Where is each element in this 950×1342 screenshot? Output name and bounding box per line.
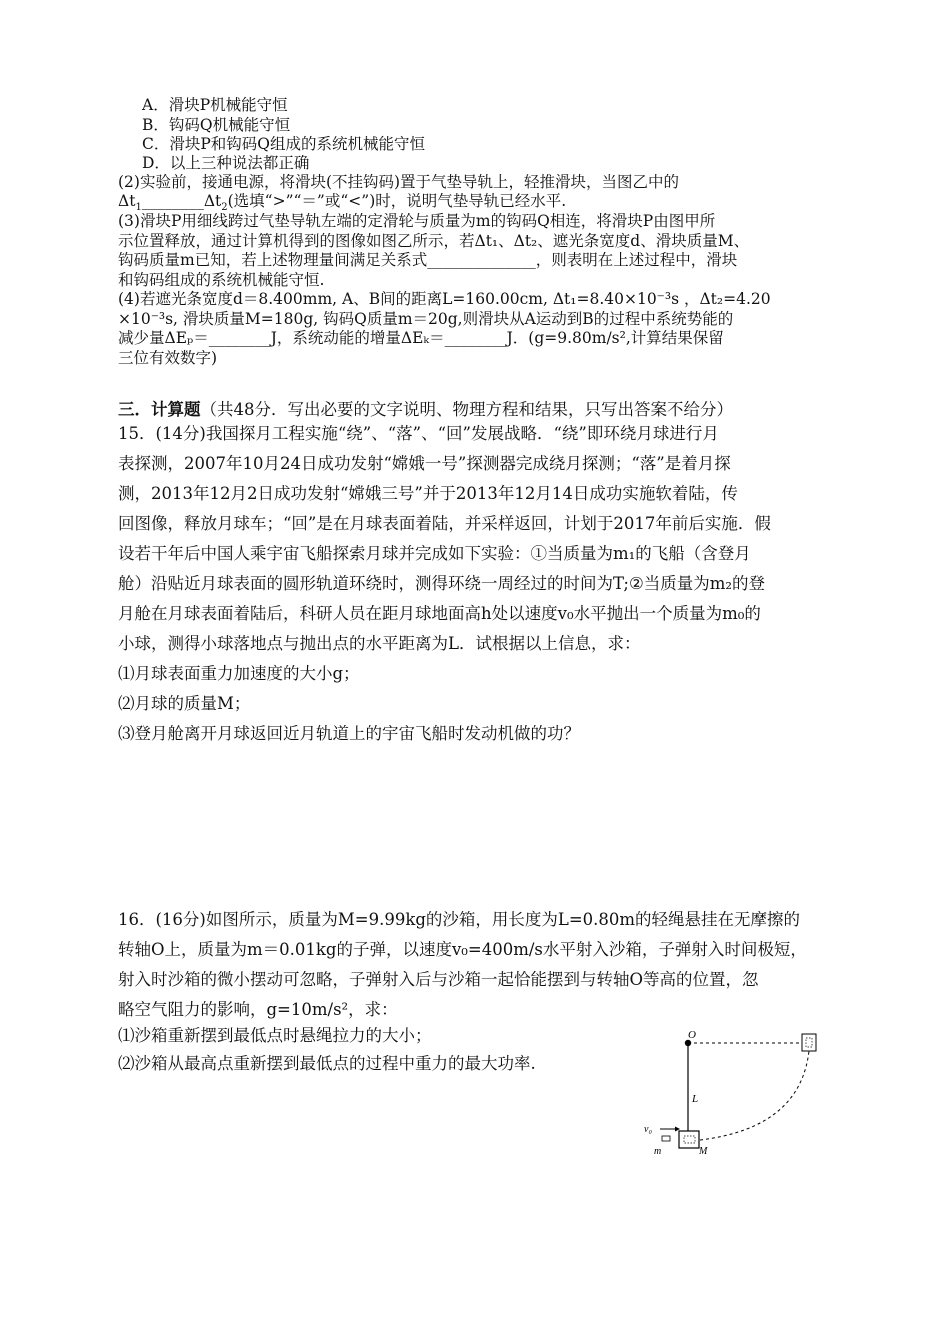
- q14-part4-line4: 三位有效数字): [118, 349, 218, 367]
- q15-line2: 表探测，2007年10月24日成功发射“嫦娥一号”探测器完成绕月探测；“落”是着月探: [118, 454, 731, 473]
- q14-part3-line2: 示位置释放，通过计算机得到的图像如图乙所示，若Δt₁、Δt₂、遮光条宽度d、滑块质量M、: [118, 232, 750, 250]
- section3-heading: [118, 396, 733, 420]
- q16-line2: 转轴O上，质量为m＝0.01kg的子弹，以速度v₀=400m/s水平射入沙箱，子弹射入时间极短，: [118, 940, 807, 959]
- q14-option-a: A．滑块P机械能守恒: [142, 96, 288, 114]
- label-m: m: [654, 1146, 662, 1157]
- q16-line4: 略空气阻力的影响，g=10m/s²，求：: [118, 1000, 398, 1019]
- q15-line7: 月舱在月球表面着陆后，科研人员在距月球地面高h处以速度v₀水平抛出一个质量为m₀的: [118, 604, 761, 623]
- raised-sandbox: [802, 1034, 816, 1051]
- delta-t1-label: Δt: [118, 192, 136, 210]
- label-o: O: [688, 1029, 696, 1041]
- swing-arc: [700, 1051, 809, 1140]
- q16-line1: 16．(16分)如图所示，质量为M=9.99kg的沙箱，用长度为L=0.80m的轻绳悬挂在无摩擦的: [118, 910, 801, 929]
- bullet: [662, 1136, 670, 1141]
- delta-t2-label: Δt: [203, 192, 222, 210]
- q14-part3-line1: (3)滑块P用细线跨过气垫导轨左端的定滑轮与质量为m的钩码Q相连，将滑块P由图甲所: [118, 212, 716, 230]
- q14-part4-line3: 减少量ΔEₚ＝________J，系统动能的增量ΔEₖ＝________J．(g=9.80m/s²,计算结果保留: [118, 329, 724, 347]
- q14-part2-line1: (2)实验前，接通电源，将滑块(不挂钩码)置于气垫导轨上，轻推滑块，当图乙中的: [118, 173, 680, 191]
- q14-option-d: D．以上三种说法都正确: [142, 154, 310, 172]
- pendulum-figure: [640, 1028, 840, 1163]
- q14-part3-line4: 和钩码组成的系统机械能守恒.: [118, 271, 325, 289]
- q14-part4-line1: (4)若遮光条宽度d＝8.400mm, A、B间的距离L=160.00cm, Δt₁=8.40×10⁻³s ，Δt₂=4.20: [118, 290, 771, 308]
- q15-line1: 15．(14分)我国探月工程实施“绕”、“落”、“回”发展战略．“绕”即环绕月球进行月: [118, 424, 719, 443]
- q15-line4: 回图像，释放月球车；“回”是在月球表面着陆，并采样返回，计划于2017年前后实施．假: [118, 514, 771, 533]
- q14-option-c: C．滑块P和钩码Q组成的系统机械能守恒: [142, 135, 425, 153]
- q15-line5: 设若干年后中国人乘宇宙飞船探索月球并完成如下实验：①当质量为m₁的飞船（含登月: [118, 544, 751, 563]
- q14-part2-line2: $\Delta t_1\_\_\_\_\_\_\_\_\Delta t_2$(选填“>”“＝”或“<”)时，说明气垫导轨已经水平.: [118, 192, 567, 214]
- label-v0: v₀: [644, 1124, 652, 1135]
- section3-title: 三．计算题: [118, 400, 201, 419]
- q14-part3-line3: 钩码质量m已知，若上述物理量间满足关系式______________，则表明在上述过程中，滑块: [118, 251, 738, 269]
- q15-sub2: ⑵月球的质量M；: [118, 694, 251, 713]
- q14-part4-line2: ×10⁻³s, 滑块质量M=180g, 钩码Q质量m＝20g,则滑块从A运动到B的过程中系统势能的: [118, 310, 734, 328]
- label-l: L: [692, 1093, 699, 1105]
- q15-line6: 舱）沿贴近月球表面的圆形轨道环绕时，测得环绕一周经过的时间为T;②当质量为m₂的登: [118, 574, 766, 593]
- q14-part2-instruction: (选填“>”“＝”或“<”)时，说明气垫导轨已经水平.: [227, 192, 567, 210]
- answer-blank[interactable]: ________: [141, 192, 204, 210]
- q15-line8: 小球，测得小球落地点与抛出点的水平距离为L．试根据以上信息，求：: [118, 634, 641, 653]
- sandbox: [679, 1131, 699, 1148]
- q16-sub1: ⑴沙箱重新摆到最低点时悬绳拉力的大小；: [118, 1026, 432, 1045]
- label-big-m: M: [699, 1146, 708, 1157]
- q16-line3: 射入时沙箱的微小摆动可忽略，子弹射入后与沙箱一起恰能摆到与转轴O等高的位置，忽: [118, 970, 759, 989]
- section3-note: （共48分．写出必要的文字说明、物理方程和结果，只写出答案不给分）: [200, 400, 733, 419]
- q15-sub1: ⑴月球表面重力加速度的大小g；: [118, 664, 360, 683]
- q15-line3: 测，2013年12月2日成功发射“嫦娥三号”并于2013年12月14日成功实施软着陆，传: [118, 484, 738, 503]
- q14-option-b: B．钩码Q机械能守恒: [142, 116, 291, 134]
- q15-sub3: ⑶登月舱离开月球返回近月轨道上的宇宙飞船时发动机做的功？: [118, 724, 580, 743]
- q16-sub2: ⑵沙箱从最高点重新摆到最低点的过程中重力的最大功率.: [118, 1054, 536, 1073]
